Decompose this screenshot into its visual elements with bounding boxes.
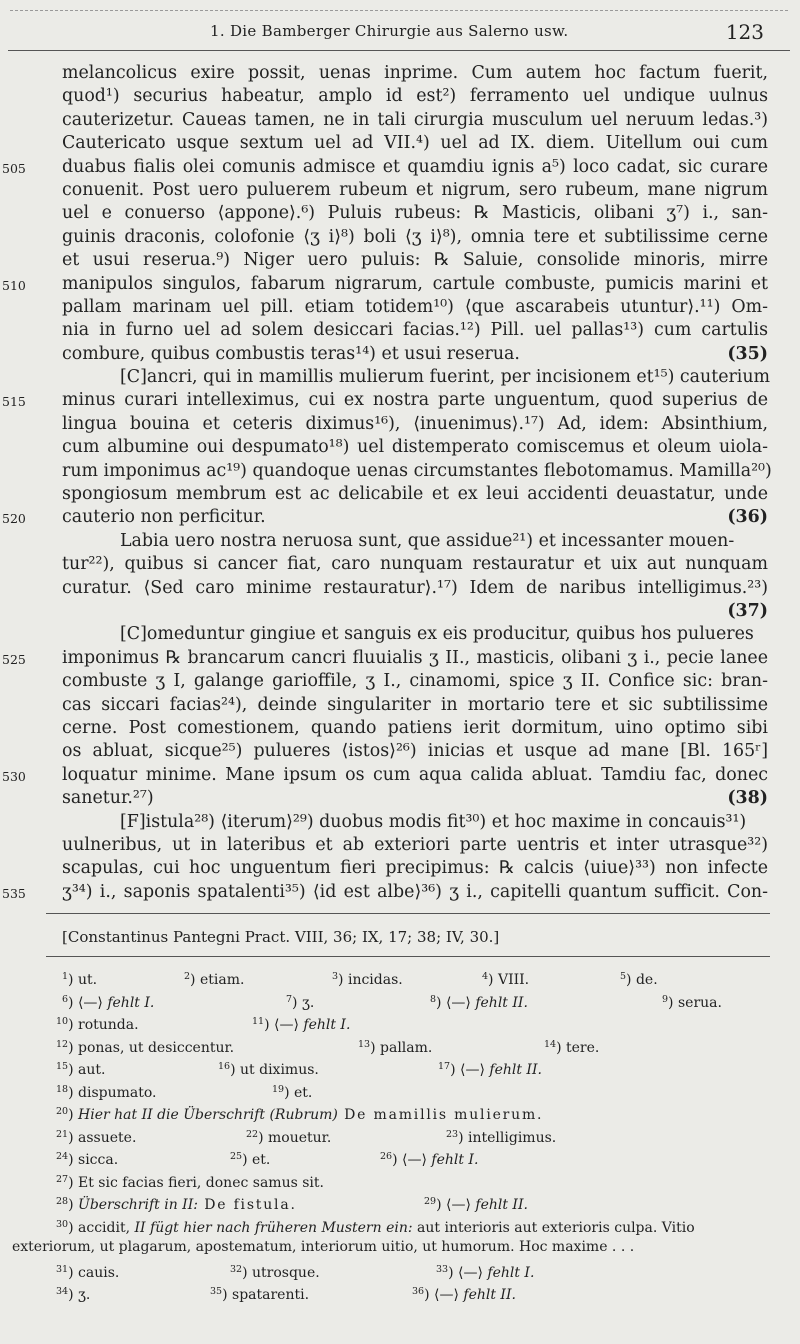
footnote-row (0, 1101, 800, 1124)
footnote-row (0, 966, 800, 989)
line-text: tur²²), quibus si cancer fiat, caro nunquam restauratur et uix aut nunquam (62, 554, 768, 575)
footnote-marker: 3 (332, 971, 339, 982)
footnote-marker: 23 (446, 1128, 459, 1140)
text-line (62, 249, 768, 272)
footnote-marker: 34 (56, 1286, 69, 1297)
footnote-marker: 17 (438, 1061, 451, 1072)
footnote-marker: 5 (620, 971, 627, 982)
line-text: uulneribus, ut in lateribus et ab exteriori parte uentris et inter utrasque³²) (62, 834, 768, 855)
footnote-marker: 19 (272, 1083, 285, 1095)
footnote-marker: 33 (436, 1263, 449, 1275)
footnote: $^{11}$) ⟨—⟩ fehlt I. (252, 1016, 351, 1033)
line-text: Labia uero nostra neruosa sunt, que assidue²¹) et incessanter mouen- (120, 530, 735, 551)
text-line (2, 273, 768, 296)
footnote-marker: 8 (430, 993, 437, 1005)
text-line (2, 389, 768, 412)
footnote-marker: 26 (380, 1151, 393, 1162)
line-number: 530 (2, 768, 26, 784)
text-line (62, 834, 768, 857)
line-text: ʒ³⁴) i., saponis spatalenti³⁵) ⟨id est albe⟩³⁶) ʒ i., capitelli quantum sufficit. Con- (62, 881, 768, 902)
line-text: cauterio non perficitur. (62, 507, 266, 528)
footnote-marker: 12 (56, 1038, 69, 1050)
text-line (62, 226, 768, 249)
line-text: [C]omeduntur gingiue et sanguis ex eis producitur, quibus hos pulueres (120, 624, 754, 645)
text-line (62, 670, 768, 693)
footnote: $^{34}$) ʒ. (56, 1286, 91, 1303)
footnote: $^{25}$) et. (230, 1151, 271, 1168)
text-line (62, 179, 768, 202)
text-line (62, 132, 768, 155)
footnote: $^{36}$) ⟨—⟩ fehlt II. (412, 1286, 516, 1303)
footnote-marker: 4 (482, 971, 489, 982)
line-text: scapulas, cui hoc unguentum fieri precipimus: ℞ calcis ⟨uiue⟩³³) non infecte (62, 858, 768, 879)
footnote-marker: 13 (358, 1038, 371, 1050)
footnote-marker: 7 (286, 993, 293, 1005)
footnote: $^8$) ⟨—⟩ fehlt II. (430, 993, 528, 1011)
footnote-marker: 36 (412, 1286, 425, 1297)
line-number: 515 (2, 394, 26, 410)
footnote: $^{22}$) mouetur. (246, 1128, 332, 1146)
footnote: $^{35}$) spatarenti. (210, 1286, 310, 1303)
footnote: $^{27}$) Et sic facias fieri, donec samus sit. (56, 1173, 324, 1191)
line-text: pallam marinam uel pill. etiam totidem¹⁰) ⟨que ascarabeis utuntur⟩.¹¹) Om- (62, 296, 768, 317)
footnote: $^{12}$) ponas, ut desiccentur. (56, 1038, 235, 1056)
footnote: $^7$) ʒ. (286, 993, 315, 1011)
footnote-marker: 28 (56, 1196, 69, 1207)
section-number: (38) (727, 788, 768, 809)
footnote: $^{17}$) ⟨—⟩ fehlt II. (438, 1061, 542, 1078)
text-line (62, 600, 768, 623)
line-text: sanetur.²⁷) (62, 788, 154, 809)
line-text: curatur. ⟨Sed caro minime restauratur⟩.¹⁷) Idem de naribus intelligimus.²³) (62, 577, 768, 598)
footnote: exteriorum, ut plagarum, apostematum, interiorum uitio, ut humorum. Hoc maxime . . . (12, 1239, 635, 1255)
text-line (2, 647, 768, 670)
footnote: $^{33}$) ⟨—⟩ fehlt I. (436, 1263, 535, 1281)
line-text: Cautericato usque sextum uel ad VII.⁴) uel ad IX. diem. Uitellum oui cum (62, 133, 768, 154)
text-line (62, 202, 768, 225)
footnote-marker: 16 (218, 1061, 231, 1072)
footnote-row (0, 1124, 800, 1147)
footnote-marker: 2 (184, 971, 191, 982)
text-line (2, 506, 768, 529)
footnote-marker: 1 (62, 971, 69, 982)
footnote: $^{20}$) Hier hat II die Überschrift (Rubrum) De mamillis mulierum. (56, 1106, 544, 1123)
text-line (62, 483, 768, 506)
line-text: guinis draconis, colofonie ⟨ʒ i⟩⁸) boli ⟨ʒ i⟩⁸), omnia tere et subtilissime cerne (62, 226, 768, 247)
text-line (62, 460, 772, 483)
footnote-row (0, 1214, 800, 1237)
text-line (62, 577, 768, 600)
header-rule (8, 50, 790, 51)
text-line (62, 366, 771, 389)
line-text: nia in furno uel ad solem desiccari facias.¹²) Pill. uel pallas¹³) cum cartulis (62, 320, 768, 341)
source-note: [Constantinus Pantegni Pract. VIII, 36; IX, 17; 38; IV, 30.] (62, 928, 500, 946)
source-rule-bottom (46, 956, 770, 957)
main-text (2, 62, 772, 904)
footnote-marker: 6 (62, 993, 69, 1005)
footnote-marker: 31 (56, 1263, 69, 1275)
line-text: conuenit. Post uero puluerem rubeum et nigrum, sero rubeum, mane nigrum (62, 179, 768, 200)
footnote-row (0, 1191, 800, 1214)
line-text: [C]ancri, qui in mamillis mulierum fuerint, per incisionem et¹⁵) cauterium (120, 367, 771, 388)
footnote-row (0, 1056, 800, 1079)
footnote: $^4$) VIII. (482, 971, 530, 988)
footnote-row (0, 1281, 800, 1304)
footnote: $^{23}$) intelligimus. (446, 1128, 557, 1146)
footnote-marker: 30 (56, 1218, 69, 1230)
footnote-marker: 15 (56, 1061, 69, 1072)
section-number: (37) (727, 600, 768, 621)
footnote-row (0, 1146, 800, 1169)
footnote-row (0, 1034, 800, 1057)
footnote-marker: 32 (230, 1263, 243, 1275)
line-number: 535 (2, 885, 26, 901)
footnote: $^{13}$) pallam. (358, 1038, 433, 1056)
footnote-marker: 24 (56, 1151, 69, 1162)
line-text: cerne. Post comestionem, quando patiens ierit dormitum, uino optimo sibi (62, 717, 768, 738)
footnote: $^{16}$) ut diximus. (218, 1061, 319, 1078)
top-edge-rule (10, 10, 788, 11)
line-text: spongiosum membrum est ac delicabile et ex leui accidenti deuastatur, unde (62, 484, 768, 505)
line-text: duabus fialis olei comunis admisce et quamdiu ignis a⁵) loco cadat, sic curare (62, 156, 768, 177)
footnote-marker: 27 (56, 1173, 69, 1185)
line-text: quod¹) securius habeatur, amplo id est²) ferramento uel undique uulnus (62, 86, 768, 107)
line-text: cas siccari facias²⁴), deinde singulariter in mortario tere et sic subtilissime (62, 694, 768, 715)
footnote-row (0, 1259, 800, 1282)
footnote-marker: 11 (252, 1016, 265, 1027)
text-line (62, 436, 768, 459)
line-text: manipulos singulos, fabarum nigrarum, cartule combuste, pumicis marini et (62, 273, 768, 294)
footnote: $^{14}$) tere. (544, 1038, 600, 1056)
footnote: $^1$) ut. (62, 971, 98, 988)
footnote: $^{31}$) cauis. (56, 1263, 120, 1281)
text-line (62, 85, 768, 108)
footnote: $^6$) ⟨—⟩ fehlt I. (62, 993, 155, 1011)
footnote: $^5$) de. (620, 971, 658, 988)
text-line (62, 296, 768, 319)
text-line (62, 530, 768, 553)
text-line (62, 553, 768, 576)
footnote-marker: 10 (56, 1016, 69, 1027)
footnote-row (0, 1236, 800, 1259)
footnote-marker: 35 (210, 1286, 223, 1297)
line-text: lingua bouina et ceteris diximus¹⁶), ⟨inuenimus⟩.¹⁷) Ad, idem: Absinthium, (62, 413, 768, 434)
line-text: et usui reserua.⁹) Niger uero puluis: ℞ Saluie, consolide minoris, mirre (62, 250, 768, 271)
footnote: $^{29}$) ⟨—⟩ fehlt II. (424, 1196, 528, 1213)
footnote-marker: 9 (662, 993, 669, 1005)
line-text: uel e conuerso ⟨appone⟩.⁶) Puluis rubeus: ℞ Masticis, olibani ʒ⁷) i., san- (62, 203, 768, 224)
footnote: $^{24}$) sicca. (56, 1151, 119, 1168)
line-number: 525 (2, 651, 26, 667)
line-number: 510 (2, 277, 26, 293)
text-line (62, 811, 768, 834)
section-number: (35) (727, 343, 768, 364)
line-text: imponimus ℞ brancarum cancri fluuialis ʒ II., masticis, olibani ʒ i., pecie lanee (62, 647, 768, 668)
source-rule-top (46, 913, 770, 914)
footnote-marker: 21 (56, 1128, 69, 1140)
line-text: cum albumine oui despumato¹⁸) uel distemperato comiscemus et oleum uiola- (62, 437, 768, 458)
footnote-marker: 29 (424, 1196, 437, 1207)
line-text: combuste ʒ I, galange garioffile, ʒ I., cinamomi, spice ʒ II. Confice sic: bran- (62, 671, 768, 692)
footnote-marker: 14 (544, 1038, 557, 1050)
text-line (62, 343, 768, 366)
text-line (62, 413, 768, 436)
line-text: [F]istula²⁸) ⟨iterum⟩²⁹) duobus modis fit³⁰) et hoc maxime in concauis³¹) (120, 811, 747, 832)
footnote-row (0, 1079, 800, 1102)
footnote: $^{28}$) Überschrift in II: De fistula. (56, 1196, 297, 1213)
footnote: $^2$) etiam. (184, 971, 245, 988)
text-line (62, 787, 768, 810)
section-number: (36) (727, 507, 768, 528)
footnote: $^{19}$) et. (272, 1083, 313, 1101)
line-text: minus curari intelleximus, cui ex nostra parte unguentum, quod superius de (62, 390, 768, 411)
footnote-row (0, 1011, 800, 1034)
running-title: 1. Die Bamberger Chirurgie aus Salerno usw. (210, 22, 569, 40)
line-text: cauterizetur. Caueas tamen, ne in tali cirurgia musculum uel neruum ledas.³) (62, 109, 768, 130)
text-line (62, 623, 768, 646)
footnote: $^{32}$) utrosque. (230, 1263, 320, 1281)
text-line (2, 764, 768, 787)
line-text: rum imponimus ac¹⁹) quandoque uenas circumstantes flebotomamus. Mamilla²⁰) (62, 460, 772, 481)
line-text: os abluat, sicque²⁵) pulueres ⟨istos⟩²⁶) inicias et usque ad mane [Bl. 165ʳ] (62, 741, 768, 762)
line-text: combure, quibus combustis teras¹⁴) et usui reserua. (62, 343, 520, 364)
text-line (62, 62, 768, 85)
line-text: melancolicus exire possit, uenas inprime. Cum autem hoc factum fuerit, (62, 63, 768, 83)
footnote: $^3$) incidas. (332, 971, 403, 988)
text-line (62, 857, 768, 880)
text-line (62, 109, 768, 132)
footnote: $^9$) serua. (662, 993, 722, 1011)
text-line (62, 740, 768, 763)
footnote: $^{21}$) assuete. (56, 1128, 137, 1146)
footnote: $^{10}$) rotunda. (56, 1016, 139, 1033)
footnotes (0, 966, 800, 1304)
footnote-marker: 22 (246, 1128, 259, 1140)
footnote: $^{18}$) dispumato. (56, 1083, 157, 1101)
footnote-marker: 25 (230, 1151, 243, 1162)
text-line (2, 156, 768, 179)
footnote-marker: 18 (56, 1083, 69, 1095)
footnote-row (0, 989, 800, 1012)
text-line (62, 717, 768, 740)
text-line (2, 881, 768, 904)
footnote: $^{26}$) ⟨—⟩ fehlt I. (380, 1151, 479, 1168)
line-number: 505 (2, 160, 26, 176)
text-line (62, 694, 768, 717)
footnote-row (0, 1169, 800, 1192)
footnote: $^{15}$) aut. (56, 1061, 106, 1078)
footnote-marker: 20 (56, 1106, 69, 1117)
text-line (62, 319, 768, 342)
line-text: loquatur minime. Mane ipsum os cum aqua calida abluat. Tamdiu fac, donec (62, 764, 768, 785)
page-number: 123 (725, 20, 764, 44)
footnote: $^{30}$) accidit, II fügt hier nach früheren Mustern ein: aut interioris aut exterioris culpa. Vitio (56, 1218, 695, 1236)
line-number: 520 (2, 511, 26, 527)
